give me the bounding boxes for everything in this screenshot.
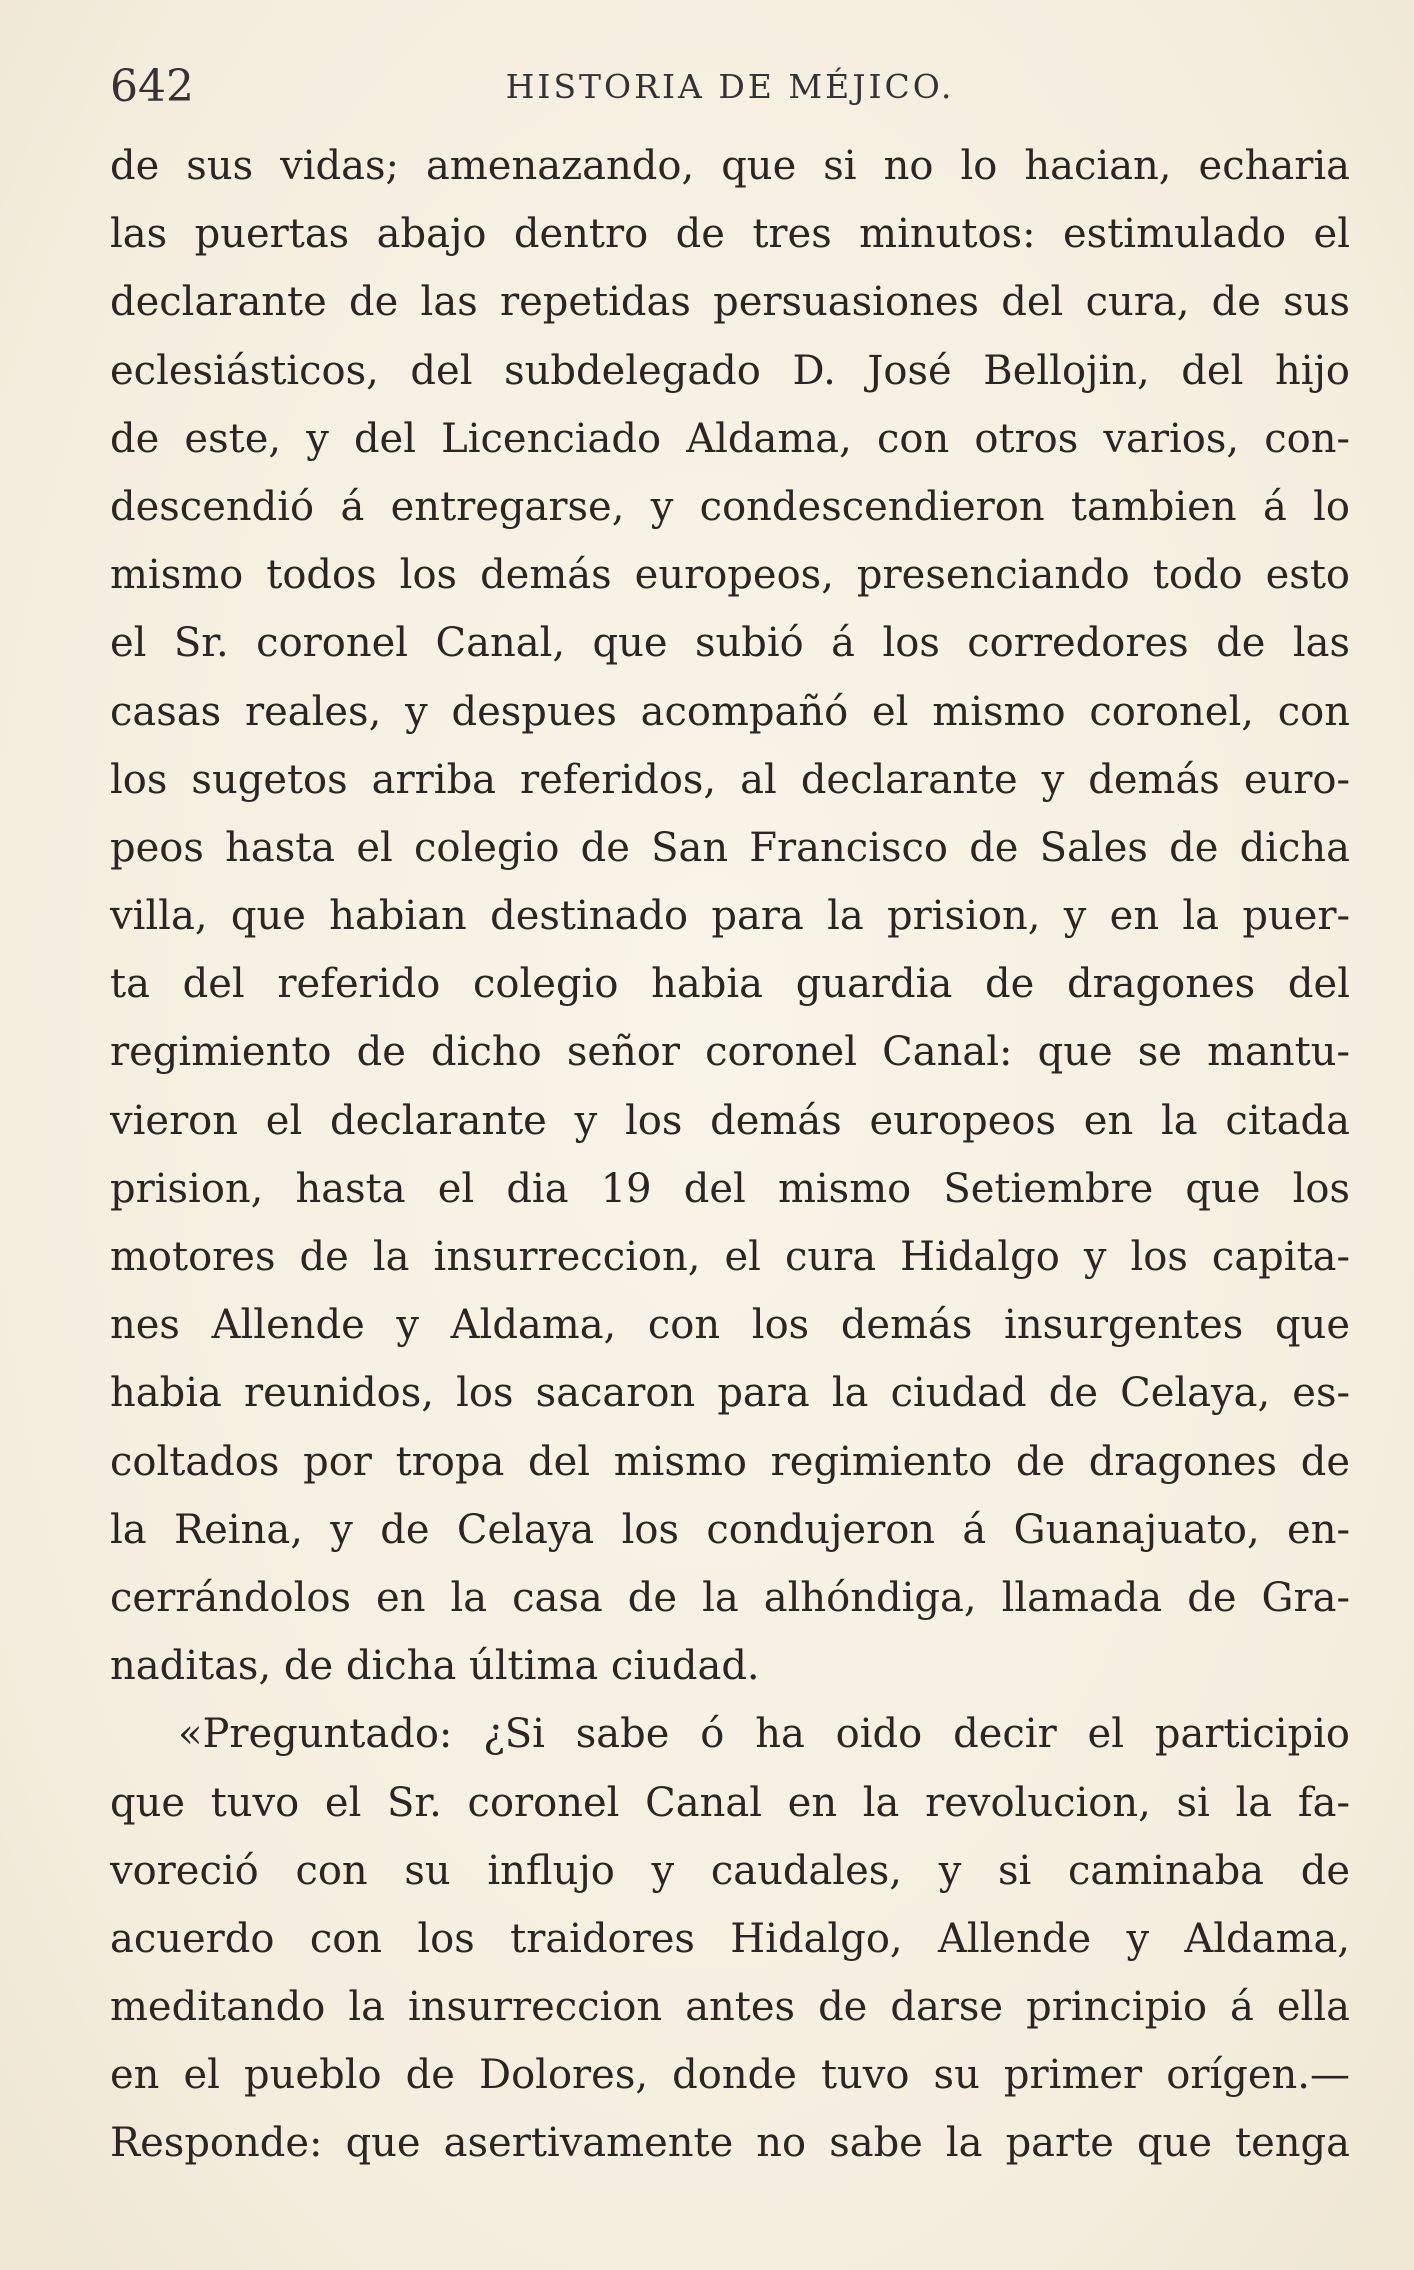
text-line: habia reunidos, los sacaron para la ciudad de Celaya, es- (110, 1370, 1350, 1417)
text-line: villa, que habian destinado para la prision, y en la puer- (110, 893, 1350, 940)
text-line: acuerdo con los traidores Hidalgo, Allende y Aldama, (110, 1915, 1350, 1962)
text-line: meditando la insurreccion antes de darse principio á ella (110, 1984, 1350, 2031)
page-number: 642 (110, 61, 194, 112)
body-text (110, 132, 1350, 2178)
text-line: de sus vidas; amenazando, que si no lo hacian, echaria (110, 143, 1350, 189)
text-line: motores de la insurreccion, el cura Hidalgo y los capita- (110, 1234, 1350, 1280)
text-line: Responde: que asertivamente no sabe la parte que tenga (110, 2120, 1350, 2167)
text-line: eclesiásticos, del subdelegado D. José Bellojin, del hijo (110, 347, 1350, 394)
text-line: de este, y del Licenciado Aldama, con otros varios, con- (110, 415, 1350, 462)
text-line: el Sr. coronel Canal, que subió á los corredores de las (110, 620, 1350, 667)
text-line: en el pueblo de Dolores, donde tuvo su primer orígen.— (110, 2052, 1350, 2099)
text-line: descendió á entregarse, y condescendieron tambien á lo (110, 483, 1350, 530)
running-title: HISTORIA DE MÉJICO. (505, 67, 955, 106)
text-line: vieron el declarante y los demás europeos en la citada (110, 1097, 1350, 1144)
text-line: declarante de las repetidas persuasiones del cura, de sus (110, 279, 1350, 326)
text-line: ta del referido colegio habia guardia de dragones del (110, 961, 1350, 1008)
text-line: prision, hasta el dia 19 del mismo Setiembre que los (110, 1165, 1350, 1212)
text-line: que tuvo el Sr. coronel Canal en la revolucion, si la fa- (110, 1779, 1350, 1826)
text-line: nes Allende y Aldama, con los demás insurgentes que (110, 1302, 1350, 1349)
text-line: cerrándolos en la casa de la alhóndiga, llamada de Gra- (110, 1574, 1350, 1621)
text-line: los sugetos arriba referidos, al declarante y demás euro- (110, 756, 1350, 803)
text-line: regimiento de dicho señor coronel Canal: que se mantu- (110, 1029, 1350, 1076)
text-line: las puertas abajo dentro de tres minutos: estimulado el (110, 211, 1350, 258)
text-line: voreció con su influjo y caudales, y si caminaba de (110, 1847, 1350, 1894)
text-line: coltados por tropa del mismo regimiento de dragones de (110, 1438, 1350, 1485)
text-line: mismo todos los demás europeos, presenciando todo esto (110, 552, 1350, 599)
paragraph-end-line: naditas, de dicha última ciudad. (110, 1643, 760, 1690)
text-line: la Reina, y de Celaya los condujeron á Guanajuato, en- (110, 1506, 1350, 1553)
page-header (110, 52, 1350, 122)
text-line: casas reales, y despues acompañó el mismo coronel, con (110, 688, 1350, 735)
text-line: peos hasta el colegio de San Francisco de Sales de dicha (110, 824, 1350, 871)
paragraph-start-line: «Preguntado: ¿Si sabe ó ha oido decir el participio (178, 1711, 1350, 1758)
